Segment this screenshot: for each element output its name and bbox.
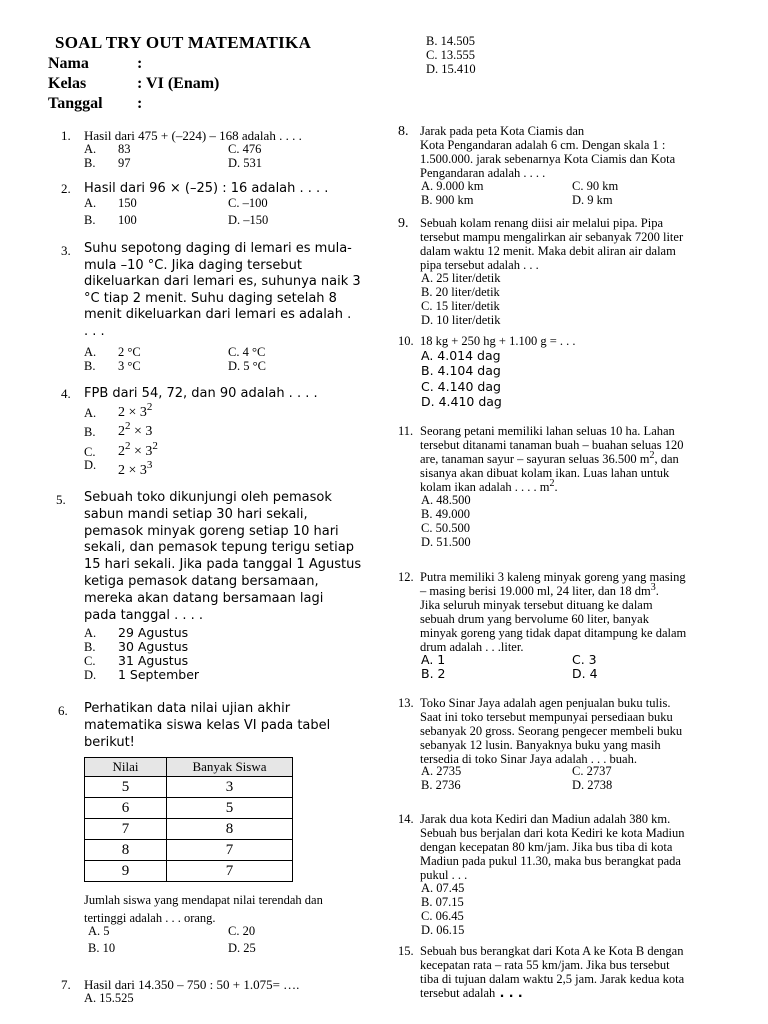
- question-number: 4.: [61, 386, 71, 401]
- question-text: Toko Sinar Jaya adalah agen penjualan buku tulis. Saat ini toko tersebut mempunyai persediaan buku sebanyak 20 gross. Seorang pengecer membeli buku sebanyak 12 lusin. Banyaknya buku yang masih tersedia di toko Sinar Jaya adalah . . . buah.: [420, 696, 683, 766]
- option-b: 97: [118, 156, 131, 170]
- question-number: 6.: [58, 703, 68, 718]
- option-c-letter: C.: [84, 654, 96, 668]
- option-list: [421, 348, 502, 409]
- table-cell: 6: [85, 798, 167, 819]
- question-number: 9.: [398, 216, 409, 231]
- option-b-letter: B.: [84, 156, 96, 170]
- question-number: 12.: [398, 570, 414, 584]
- question-text: Perhatikan data nilai ujian akhir matematika siswa kelas VI pada tabel berikut!: [84, 701, 331, 750]
- option-a: A. 5: [88, 924, 110, 938]
- option-b: B. 10: [88, 941, 116, 955]
- option-d: D. 25: [228, 941, 256, 955]
- question-text: FPB dari 54, 72, dan 90 adalah . . . .: [84, 386, 318, 401]
- nama-label: Nama: [48, 55, 89, 72]
- option-d: D. 5 °C: [228, 359, 266, 373]
- table-cell: 8: [167, 819, 293, 840]
- option-d: D. 531: [228, 156, 263, 170]
- option-a-letter: A.: [84, 626, 97, 640]
- question-number: 2.: [61, 181, 71, 196]
- option-b-letter: B.: [84, 640, 96, 654]
- table-row: [85, 840, 293, 861]
- option-c: C. 13.555: [426, 48, 475, 62]
- option-c: C. 476: [228, 142, 262, 156]
- option-d: D. 9 km: [572, 193, 613, 207]
- option-d: D. –150: [228, 213, 269, 227]
- question-number: 3.: [61, 243, 71, 258]
- option-c: $2^2 \times 3^2$: [118, 440, 158, 459]
- option-b-letter: B.: [84, 359, 96, 373]
- question-number: 15.: [398, 944, 414, 958]
- option-c: C. 90 km: [572, 179, 619, 193]
- question-text: Hasil dari 475 + (–224) – 168 adalah . . . .: [84, 128, 302, 143]
- question-text: Jarak dua kota Kediri dan Madiun adalah 380 km. Sebuah bus berjalan dari kota Kediri ke kota Madiun dengan kecepatan 80 km/jam. Jika bus tiba di kota Madiun pada pukul 11.30, maka bus berangkat pada pukul . . .: [420, 812, 685, 882]
- question-text: Hasil dari 96 × (–25) : 16 adalah . . . .: [84, 181, 329, 196]
- option-a: $2 \times 3^2$: [118, 401, 153, 420]
- table-row: [85, 861, 293, 882]
- question-number: 7.: [61, 977, 71, 992]
- question-text: Putra memiliki 3 kaleng minyak goreng yang masing – masing berisi 19.000 ml, 24 liter, dan 18 $dm^3$. Jika seluruh minyak tersebut dituang ke dalam sebuah drum yang bervolume 60 liter, banyak minyak goreng yang tidak dapat ditampung ke dalam drum adalah . . .liter.: [420, 570, 687, 654]
- option-b: 100: [118, 213, 137, 227]
- option-a: 83: [118, 142, 131, 156]
- option-a: A. 48.500: [421, 493, 471, 507]
- table-header-row: [85, 758, 293, 777]
- option-a: A. 4.014 dag: [421, 348, 501, 363]
- page-title: SOAL TRY OUT MATEMATIKA: [55, 33, 312, 52]
- question-text: Sebuah bus berangkat dari Kota A ke Kota B dengan kecepatan rata – rata 55 km/jam. Jika bus tersebut tiba di tujuan dalam waktu 2,5 jam. Jarak kedua kota tersebut adalah . . .: [420, 944, 685, 1000]
- question-text: Sebuah kolam renang diisi air melalui pipa. Pipa tersebut mampu mengalirkan air sebanyak 7200 liter dalam waktu 12 menit. Maka debit aliran air dalam pipa tersebut adalah . . .: [420, 216, 684, 272]
- option-b: B. 14.505: [426, 34, 475, 48]
- option-b: B. 2: [421, 666, 446, 681]
- option-a-letter: A.: [84, 142, 97, 156]
- option-b: B. 20 liter/detik: [421, 285, 500, 299]
- option-a: 29 Agustus: [118, 625, 189, 640]
- option-c: C. 15 liter/detik: [421, 299, 500, 313]
- question-text: 18 kg + 250 hg + 1.100 g = . . .: [420, 334, 576, 348]
- option-a: 150: [118, 196, 137, 210]
- question-number: 14.: [398, 812, 414, 826]
- question-text: Sebuah toko dikunjungi oleh pemasok sabun mandi setiap 30 hari sekali, pemasok minyak goreng setiap 10 hari sekali, dan pemasok tepung terigu setiap 15 hari sekali. Jika pada tanggal 1 Agustus ketiga pemasok datang bersamaan, mereka akan datang bersamaan lagi pada tanggal . . . .: [84, 490, 362, 623]
- option-b: B. 49.000: [421, 507, 470, 521]
- option-a: A. 25 liter/detik: [421, 271, 501, 285]
- option-a: A. 07.45: [421, 881, 465, 895]
- question-followup: Jumlah siswa yang mendapat nilai terendah dan tertinggi adalah . . . orang.: [84, 893, 323, 925]
- kelas-value: : VI (Enam): [137, 75, 220, 92]
- table-cell: 8: [85, 840, 167, 861]
- question-text: Hasil dari 14.350 – 750 : 50 + 1.075= ….: [84, 977, 300, 992]
- option-c: C. –100: [228, 196, 268, 210]
- option-d: $2 \times 3^3$: [118, 459, 153, 478]
- table-cell: 5: [85, 777, 167, 798]
- option-b: $2^2 \times 3$: [118, 420, 153, 439]
- option-a: A. 9.000 km: [421, 179, 484, 193]
- option-d: 1 September: [118, 667, 200, 682]
- option-d-letter: D.: [84, 668, 97, 682]
- table-row: [85, 777, 293, 798]
- option-c: C. 50.500: [421, 521, 470, 535]
- option-b: B. 4.104 dag: [421, 363, 501, 379]
- nama-colon: :: [137, 55, 143, 72]
- table-header: Nilai: [85, 758, 167, 777]
- table-cell: 7: [167, 840, 293, 861]
- table-cell: 7: [167, 861, 293, 882]
- question-text: Seorang petani memiliki lahan seluas 10 ha. Lahan tersebut ditanami tanaman buah – buahan seluas 120 are, tanaman sayur – sayuran seluas 36.500 $m^2$, dan sisanya akan dibuat kolam ikan. Luas lahan untuk kolam ikan adalah . . . . $m^2$.: [420, 424, 684, 494]
- option-c: C. 06.45: [421, 909, 464, 923]
- option-d: D. 4.410 dag: [421, 393, 502, 409]
- kelas-label: Kelas: [48, 75, 87, 92]
- option-c: C. 4.140 dag: [421, 378, 501, 394]
- nilai-table: [84, 757, 293, 882]
- option-d: D. 15.410: [426, 62, 476, 76]
- option-a: 2 °C: [118, 345, 141, 359]
- option-b: 3 °C: [118, 359, 141, 373]
- tanggal-label: Tanggal: [48, 95, 103, 112]
- table-cell: 5: [167, 798, 293, 819]
- question-text: Suhu sepotong daging di lemari es mula- mula –10 °C. Jika daging tersebut dikeluarkan dari lemari es, suhunya naik 3 °C tiap 2 menit. Suhu daging setelah 8 menit dikeluarkan dari lemari es adalah . . . .: [84, 241, 361, 339]
- table-cell: 3: [167, 777, 293, 798]
- option-c: 31 Agustus: [118, 653, 189, 668]
- table-cell: 9: [85, 861, 167, 882]
- table-header: Banyak Siswa: [167, 758, 293, 777]
- table-cell: 7: [85, 819, 167, 840]
- option-a-letter: A.: [84, 196, 97, 210]
- option-b-letter: B.: [84, 213, 96, 227]
- question-number: 5.: [56, 492, 66, 507]
- option-d: D. 10 liter/detik: [421, 313, 501, 327]
- option-b: B. 07.15: [421, 895, 464, 909]
- option-b: 30 Agustus: [118, 639, 189, 654]
- tanggal-colon: :: [137, 95, 143, 112]
- option-d: D. 2738: [572, 778, 613, 792]
- question-number: 10.: [398, 334, 414, 348]
- option-c-letter: C.: [84, 445, 96, 459]
- table-row: [85, 798, 293, 819]
- option-b: B. 2736: [421, 778, 461, 792]
- table-row: [85, 819, 293, 840]
- option-b-letter: B.: [84, 425, 96, 439]
- question-number: 1.: [61, 128, 71, 143]
- option-a-letter: A.: [84, 345, 97, 359]
- option-d: D. 51.500: [421, 535, 471, 549]
- option-a: A. 15.525: [84, 991, 134, 1005]
- question-number: 8.: [398, 124, 409, 139]
- option-a: A. 1: [421, 652, 446, 667]
- option-a-letter: A.: [84, 406, 97, 420]
- option-d: D. 4: [572, 666, 598, 681]
- question-number: 11.: [398, 424, 414, 438]
- option-c: C. 2737: [572, 764, 612, 778]
- option-b: B. 900 km: [421, 193, 474, 207]
- option-d: D. 06.15: [421, 923, 465, 937]
- question-number: 13.: [398, 696, 414, 710]
- option-c: C. 3: [572, 652, 597, 667]
- option-c: C. 4 °C: [228, 345, 266, 359]
- option-d-letter: D.: [84, 458, 97, 472]
- option-c: C. 20: [228, 924, 256, 938]
- question-text: Jarak pada peta Kota Ciamis dan Kota Pengandaran adalah 6 cm. Dengan skala 1 : 1.500.000. jarak sebenarnya Kota Ciamis dan Kota Pengandaran adalah . . . .: [420, 124, 676, 180]
- option-a: A. 2735: [421, 764, 462, 778]
